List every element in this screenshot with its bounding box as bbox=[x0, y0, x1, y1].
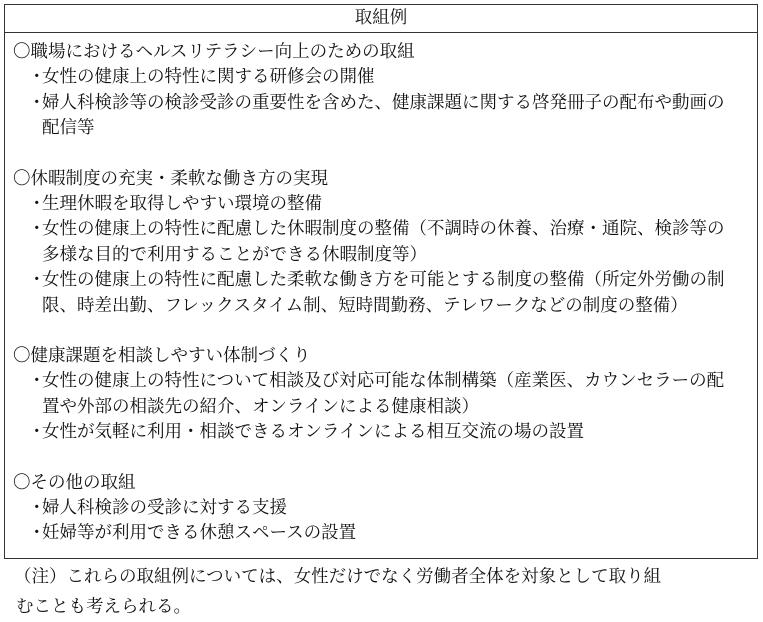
table-header: 取組例 bbox=[5, 5, 757, 33]
list-item bbox=[13, 521, 732, 547]
section-other bbox=[13, 471, 757, 547]
bullet-mark: ・ bbox=[28, 270, 46, 290]
list-item-text: 婦人科検診等の検診受診の重要性を含めた、健康課題に関する啓発冊子の配布や動画の配信等 bbox=[42, 92, 725, 138]
list-item bbox=[13, 496, 732, 522]
bullet-mark: ・ bbox=[28, 371, 46, 391]
list-item bbox=[13, 369, 732, 420]
section-consultation-system bbox=[13, 344, 757, 446]
list-item-text: 妊婦等が利用できる休憩スペースの設置 bbox=[42, 523, 357, 543]
section-leave-flexible-work bbox=[13, 167, 757, 320]
list-item-text: 生理休暇を取得しやすい環境の整備 bbox=[42, 193, 322, 214]
bullet-mark: ・ bbox=[28, 422, 46, 442]
list-item-text: 婦人科検診の受診に対する支援 bbox=[42, 497, 287, 518]
bullet-mark: ・ bbox=[28, 523, 46, 543]
list-item bbox=[13, 65, 732, 91]
footnote-line-2: むことも考えられる。 bbox=[16, 597, 191, 617]
list-item bbox=[13, 268, 732, 319]
list-item-text: 女性の健康上の特性に配慮した休暇制度の整備（不調時の休養、治療・通院、検診等の多様な目的で利用することができる休暇制度等） bbox=[42, 219, 725, 265]
footnote bbox=[4, 562, 758, 622]
bullet-mark: ・ bbox=[28, 193, 46, 214]
footnote-line-1: （注）これらの取組例については、女性だけでなく労働者全体を対象として取り組 bbox=[14, 567, 662, 587]
list-item-text: 女性の健康上の特性について相談及び対応可能な体制構築（産業医、カウンセラーの配置や外部の相談先の紹介、オンラインによる健康相談） bbox=[42, 371, 725, 417]
bullet-mark: ・ bbox=[28, 497, 46, 518]
bullet-mark: ・ bbox=[28, 219, 46, 239]
list-item-text: 女性の健康上の特性に配慮した柔軟な働き方を可能とする制度の整備（所定外労働の制限、時差出勤、フレックスタイム制、短時間勤務、テレワークなどの制度の整備） bbox=[42, 270, 725, 316]
list-item bbox=[13, 420, 732, 446]
list-item bbox=[13, 91, 732, 142]
section-heading: 〇職場におけるヘルスリテラシー向上のための取組 bbox=[13, 42, 415, 62]
section-heading: 〇その他の取組 bbox=[13, 472, 136, 493]
section-heading: 〇休暇制度の充実・柔軟な働き方の実現 bbox=[13, 168, 328, 189]
bullet-mark: ・ bbox=[28, 92, 46, 113]
list-item-text: 女性が気軽に利用・相談できるオンラインによる相互交流の場の設置 bbox=[42, 422, 584, 442]
section-health-literacy bbox=[13, 40, 757, 142]
table-body bbox=[5, 33, 757, 547]
list-item bbox=[13, 192, 732, 218]
section-heading: 〇健康課題を相談しやすい体制づくり bbox=[13, 346, 311, 366]
bullet-mark: ・ bbox=[28, 67, 46, 87]
list-item-text: 女性の健康上の特性に関する研修会の開催 bbox=[42, 67, 375, 87]
list-item bbox=[13, 217, 732, 268]
initiatives-table bbox=[4, 4, 758, 559]
